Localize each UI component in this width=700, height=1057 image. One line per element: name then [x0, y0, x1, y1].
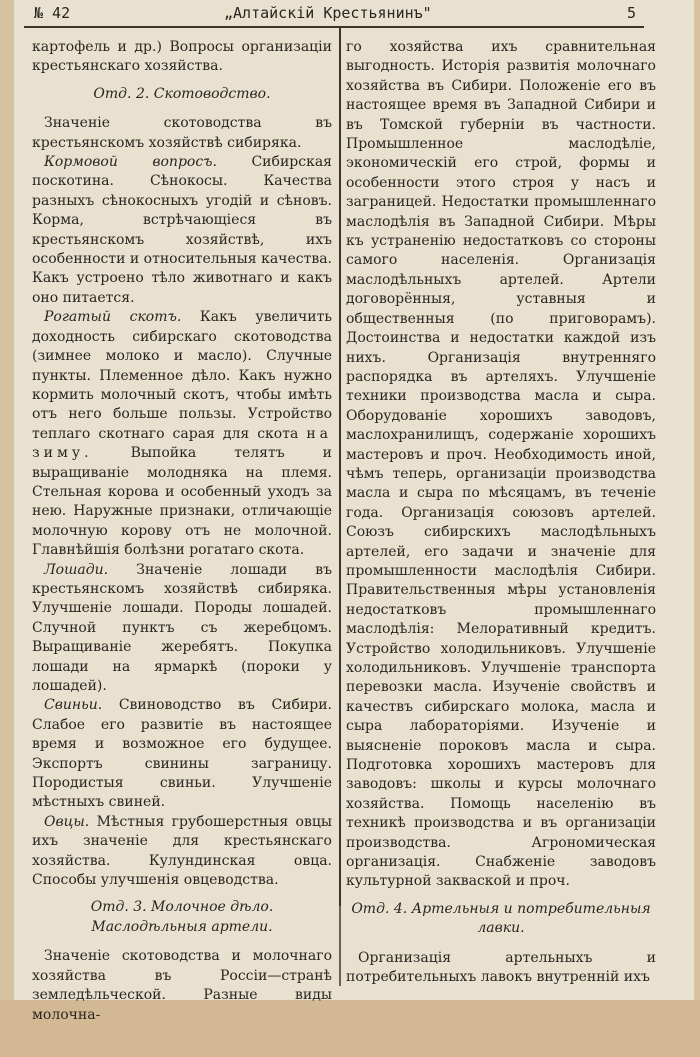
page-header [24, 0, 644, 28]
subheading: Овцы. [44, 813, 90, 830]
subheading: Кормовой вопросъ. [44, 154, 217, 171]
paragraph-feed [32, 153, 332, 308]
paragraph: Значеніе скотоводства и молочнаго хозяйства въ Россіи—странѣ земледѣльческой. Разные виды молочна- [32, 948, 332, 1023]
page-number: 5 [626, 4, 636, 22]
paragraph-text: Сибирская поскотина. Сѣнокосы. Качества разныхъ сѣнокосныхъ угодій и сѣновъ. Корма, встрѣчающіеся въ крестьянскомъ хозяйствѣ, ихъ особенности и относительныя качества. Какъ устроено тѣло животнаго и какъ оно питается. [32, 154, 332, 306]
subheading: Свиньи. [44, 697, 103, 714]
spaced-text: на зиму. [32, 425, 332, 462]
right-column [346, 38, 656, 988]
section-heading-livestock: Отд. 2. Скотоводство. [93, 85, 271, 102]
paragraph: картофель и др.) Вопросы организаціи крестьянскаго хозяйства. [32, 39, 332, 75]
column-divider [339, 26, 341, 906]
paragraph: го хозяйства ихъ сравнительная выгодность. Исторія развитія молочнаго хозяйства въ Сибири. Положеніе его въ настоящее время въ Западной Сибири и въ Томской губерніи въ частности. Промышленное маслодѣліе, экономическій его строй, формы и особенности этого строя у насъ и заграницей. Недостатки промышленнаго маслодѣлія въ Западной Сибири. Мѣры къ устраненію недостатковъ со стороны самого населенія. Организація маслодѣльныхъ артелей. Артели договорённыя, уставныя и общественныя (по приговорамъ). Достоинства и недостатки каждой изъ нихъ. Организація внутренняго распорядка въ артеляхъ. Улучшеніе техники производства масла и сыра. Оборудованіе хорошихъ заводовъ, маслохранилищъ, содержаніе хорошихъ мастеровъ и проч. Необходимость иной, чѣмъ теперь, организаціи производства масла и сыра по мѣсяцамъ, въ теченіе года. Организація союзовъ артелей. Союзъ сибирскихъ маслодѣльныхъ артелей, его задачи и значеніе для промышленности маслодѣлія Сибири. Правительственныя мѣры установленія недостатковъ промышленнаго маслодѣлія: Мелоративный кредитъ. Устройство холодильниковъ. Улучшеніе холодильниковъ. Улучшеніе транспорта перевозки масла. Изученіе свойствъ и качествъ сибирскаго молока, масла и сыра лабораторіями. Изученіе и выясненіе пороковъ масла и сыра. Подготовка хорошихъ мастеровъ для заводовъ: школы и курсы молочнаго хозяйства. Помощь населенію въ техникѣ производства и въ организаціи производства. Агрономическая организація. Снабженіе заводовъ культурной закваской и проч. [346, 39, 656, 890]
paragraph: Значеніе скотоводства въ крестьянскомъ хозяйствѣ сибиряка. [32, 115, 332, 151]
subheading: Рогатый скотъ. [44, 309, 182, 326]
paragraph: Организація артельныхъ и потребительныхъ лавокъ внутренній ихъ [346, 949, 656, 986]
left-column [32, 38, 332, 1025]
paragraph-horses [32, 561, 332, 697]
newspaper-title: „Алтайскій Крестьянинъ" [224, 4, 432, 22]
paragraph-sheep [32, 813, 332, 891]
section-heading-shops: Отд. 4. Артельныя и потребительныя лавки. [351, 900, 651, 937]
issue-number: № 42 [34, 4, 71, 22]
section-heading-dairy: Отд. 3. Молочное дѣло. Маслодѣльныя артели. [90, 899, 274, 935]
subheading: Лошади. [44, 561, 109, 578]
paragraph-text: Свиноводство въ Сибири. Слабое его развитіе въ настоящее время и возможное его будущее. Экспортъ свинины заграницу. Породистыя свиньи. Улучшеніе мѣстныхъ свиней. [32, 697, 332, 811]
paragraph-text: Значеніе лошади въ крестьянскомъ хозяйствѣ сибиряка. Улучшеніе лошади. Породы лошадей. Случной пунктъ съ жеребцомъ. Выращиваніе жеребятъ. Покупка лошади на ярмаркѣ (пороки у лошадей). [32, 561, 332, 694]
paragraph-text: Выпойка телятъ и выращиваніе молодняка на племя. Стельная корова и особенный уходъ за нею. Наружные признаки, отличающіе молочную корову отъ не молочной. Главнѣйшія болѣзни рогатаго скота. [32, 445, 332, 559]
column-divider-lower [339, 906, 341, 986]
paragraph-text: Какъ увеличить доходность сибирскаго скотоводства (зимнее молоко и масло). Случные пункты. Племенное дѣло. Какъ нужно кормить молочный скотъ, чтобы имѣть отъ него больше пользы. Устройство теплаго скотнаго сарая для скота [32, 309, 332, 442]
paragraph-text: Мѣстныя грубошерстныя овцы ихъ значеніе для крестьянскаго хозяйства. Кулундинская овца. Способы улучшенія овцеводства. [32, 813, 332, 889]
paragraph-cattle [32, 308, 332, 560]
paragraph-pigs [32, 696, 332, 812]
